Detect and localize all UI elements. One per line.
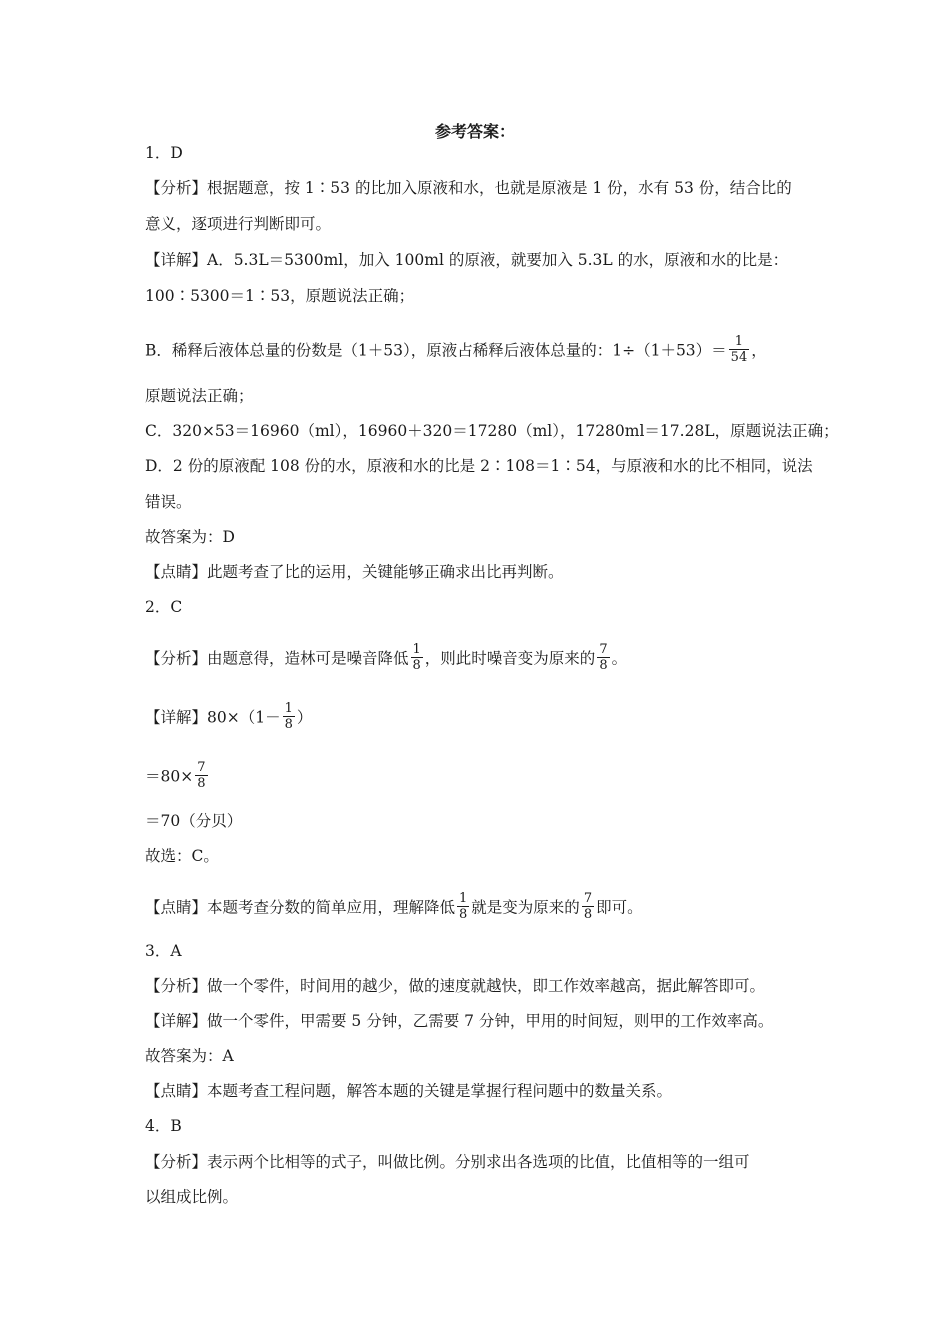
page-title: 参考答案：	[434, 122, 515, 141]
q1-option-c: C．320×53＝16960（ml），16960＋320＝17280（ml），17280ml＝17.28L，原题说法正确；	[145, 422, 839, 440]
fraction-denominator: 8	[599, 658, 608, 673]
q2-comment-text: 【点睛】本题考查分数的简单应用，理解降低	[145, 898, 456, 917]
q1-detail-line1: 【详解】A．5.3L＝5300ml，加入 100ml 的原液，就要加入 5.3L 的水，原液和水的比是：	[145, 251, 789, 269]
q2-analysis-text-end: 。	[611, 649, 628, 668]
q1-heading: 1．D	[145, 144, 183, 162]
q3-detail: 【详解】做一个零件，甲需要 5 分钟，乙需要 7 分钟，甲用的时间短，则甲的工作效率高。	[145, 1012, 774, 1030]
q4-analysis-line2: 以组成比例。	[145, 1188, 239, 1206]
fraction	[729, 334, 750, 365]
fraction	[283, 701, 295, 732]
q2-heading: 2．C	[145, 598, 183, 616]
q1-option-b	[145, 336, 767, 367]
q2-step2-text: ＝80×	[145, 767, 194, 786]
q2-comment-text-mid: 就是变为原来的	[471, 898, 580, 917]
q3-heading: 3．A	[145, 942, 182, 960]
q1-option-b-text: B．稀释后液体总量的份数是（1＋53），原液占稀释后液体总量的：1÷（1＋53）＝	[145, 341, 727, 360]
q2-detail-text: 【详解】80×（1－	[145, 708, 281, 727]
q1-option-d-line2: 错误。	[145, 493, 192, 511]
q1-detail-line2: 100∶5300＝1∶53，原题说法正确；	[145, 287, 415, 305]
q1-analysis-line2: 意义，逐项进行判断即可。	[145, 215, 332, 233]
fraction-denominator: 8	[197, 776, 206, 791]
fraction	[195, 760, 207, 791]
q2-analysis-text-mid: ，则此时噪音变为原来的	[424, 649, 596, 668]
fraction	[597, 642, 609, 673]
fraction-numerator: 7	[599, 642, 608, 657]
fraction-numerator: 7	[583, 891, 593, 906]
q2-analysis-text: 【分析】由题意得，造林可是噪音降低	[145, 649, 409, 668]
q1-comment: 【点睛】此题考查了比的运用，关键能够正确求出比再判断。	[145, 563, 564, 581]
q2-comment	[145, 893, 643, 924]
fraction-numerator: 1	[284, 701, 293, 716]
fraction-numerator: 1	[459, 891, 468, 906]
fraction-numerator: 1	[412, 642, 421, 657]
q3-analysis: 【分析】做一个零件，时间用的越少，做的速度就越快，即工作效率越高，据此解答即可。	[145, 977, 766, 995]
q2-detail-step2	[145, 762, 210, 793]
q1-option-b-line2: 原题说法正确；	[145, 387, 254, 405]
q2-analysis	[145, 644, 627, 675]
fraction-numerator: 1	[734, 334, 744, 349]
fraction-denominator: 8	[583, 907, 593, 922]
q2-detail-step3: ＝70（分贝）	[145, 812, 243, 830]
q1-answer: 故答案为：D	[145, 528, 235, 546]
fraction	[457, 891, 469, 922]
fraction	[411, 642, 423, 673]
q3-comment: 【点睛】本题考查工程问题，解答本题的关键是掌握行程问题中的数量关系。	[145, 1082, 673, 1100]
q2-detail-step1	[145, 703, 312, 734]
q1-option-d-line1: D．2 份的原液配 108 份的水，原液和水的比是 2∶108＝1∶54，与原液和水的比不相同，说法	[145, 457, 813, 475]
fraction-denominator: 8	[284, 717, 293, 732]
q2-comment-text-end: 即可。	[596, 898, 643, 917]
fraction-denominator: 8	[459, 907, 468, 922]
q4-heading: 4．B	[145, 1117, 182, 1135]
fraction-denominator: 8	[412, 658, 421, 673]
fraction-denominator: 54	[730, 350, 748, 365]
q2-detail-text-end: ）	[296, 708, 313, 727]
q3-answer: 故答案为：A	[145, 1047, 234, 1065]
q1-option-b-tail: ，	[751, 341, 767, 360]
fraction-numerator: 7	[197, 760, 206, 775]
q1-analysis-line1: 【分析】根据题意，按 1∶53 的比加入原液和水，也就是原液是 1 份，水有 53 份，结合比的	[145, 179, 792, 197]
q2-answer: 故选：C。	[145, 847, 219, 865]
q4-analysis-line1: 【分析】表示两个比相等的式子，叫做比例。分别求出各选项的比值，比值相等的一组可	[145, 1153, 750, 1171]
fraction	[582, 891, 594, 922]
